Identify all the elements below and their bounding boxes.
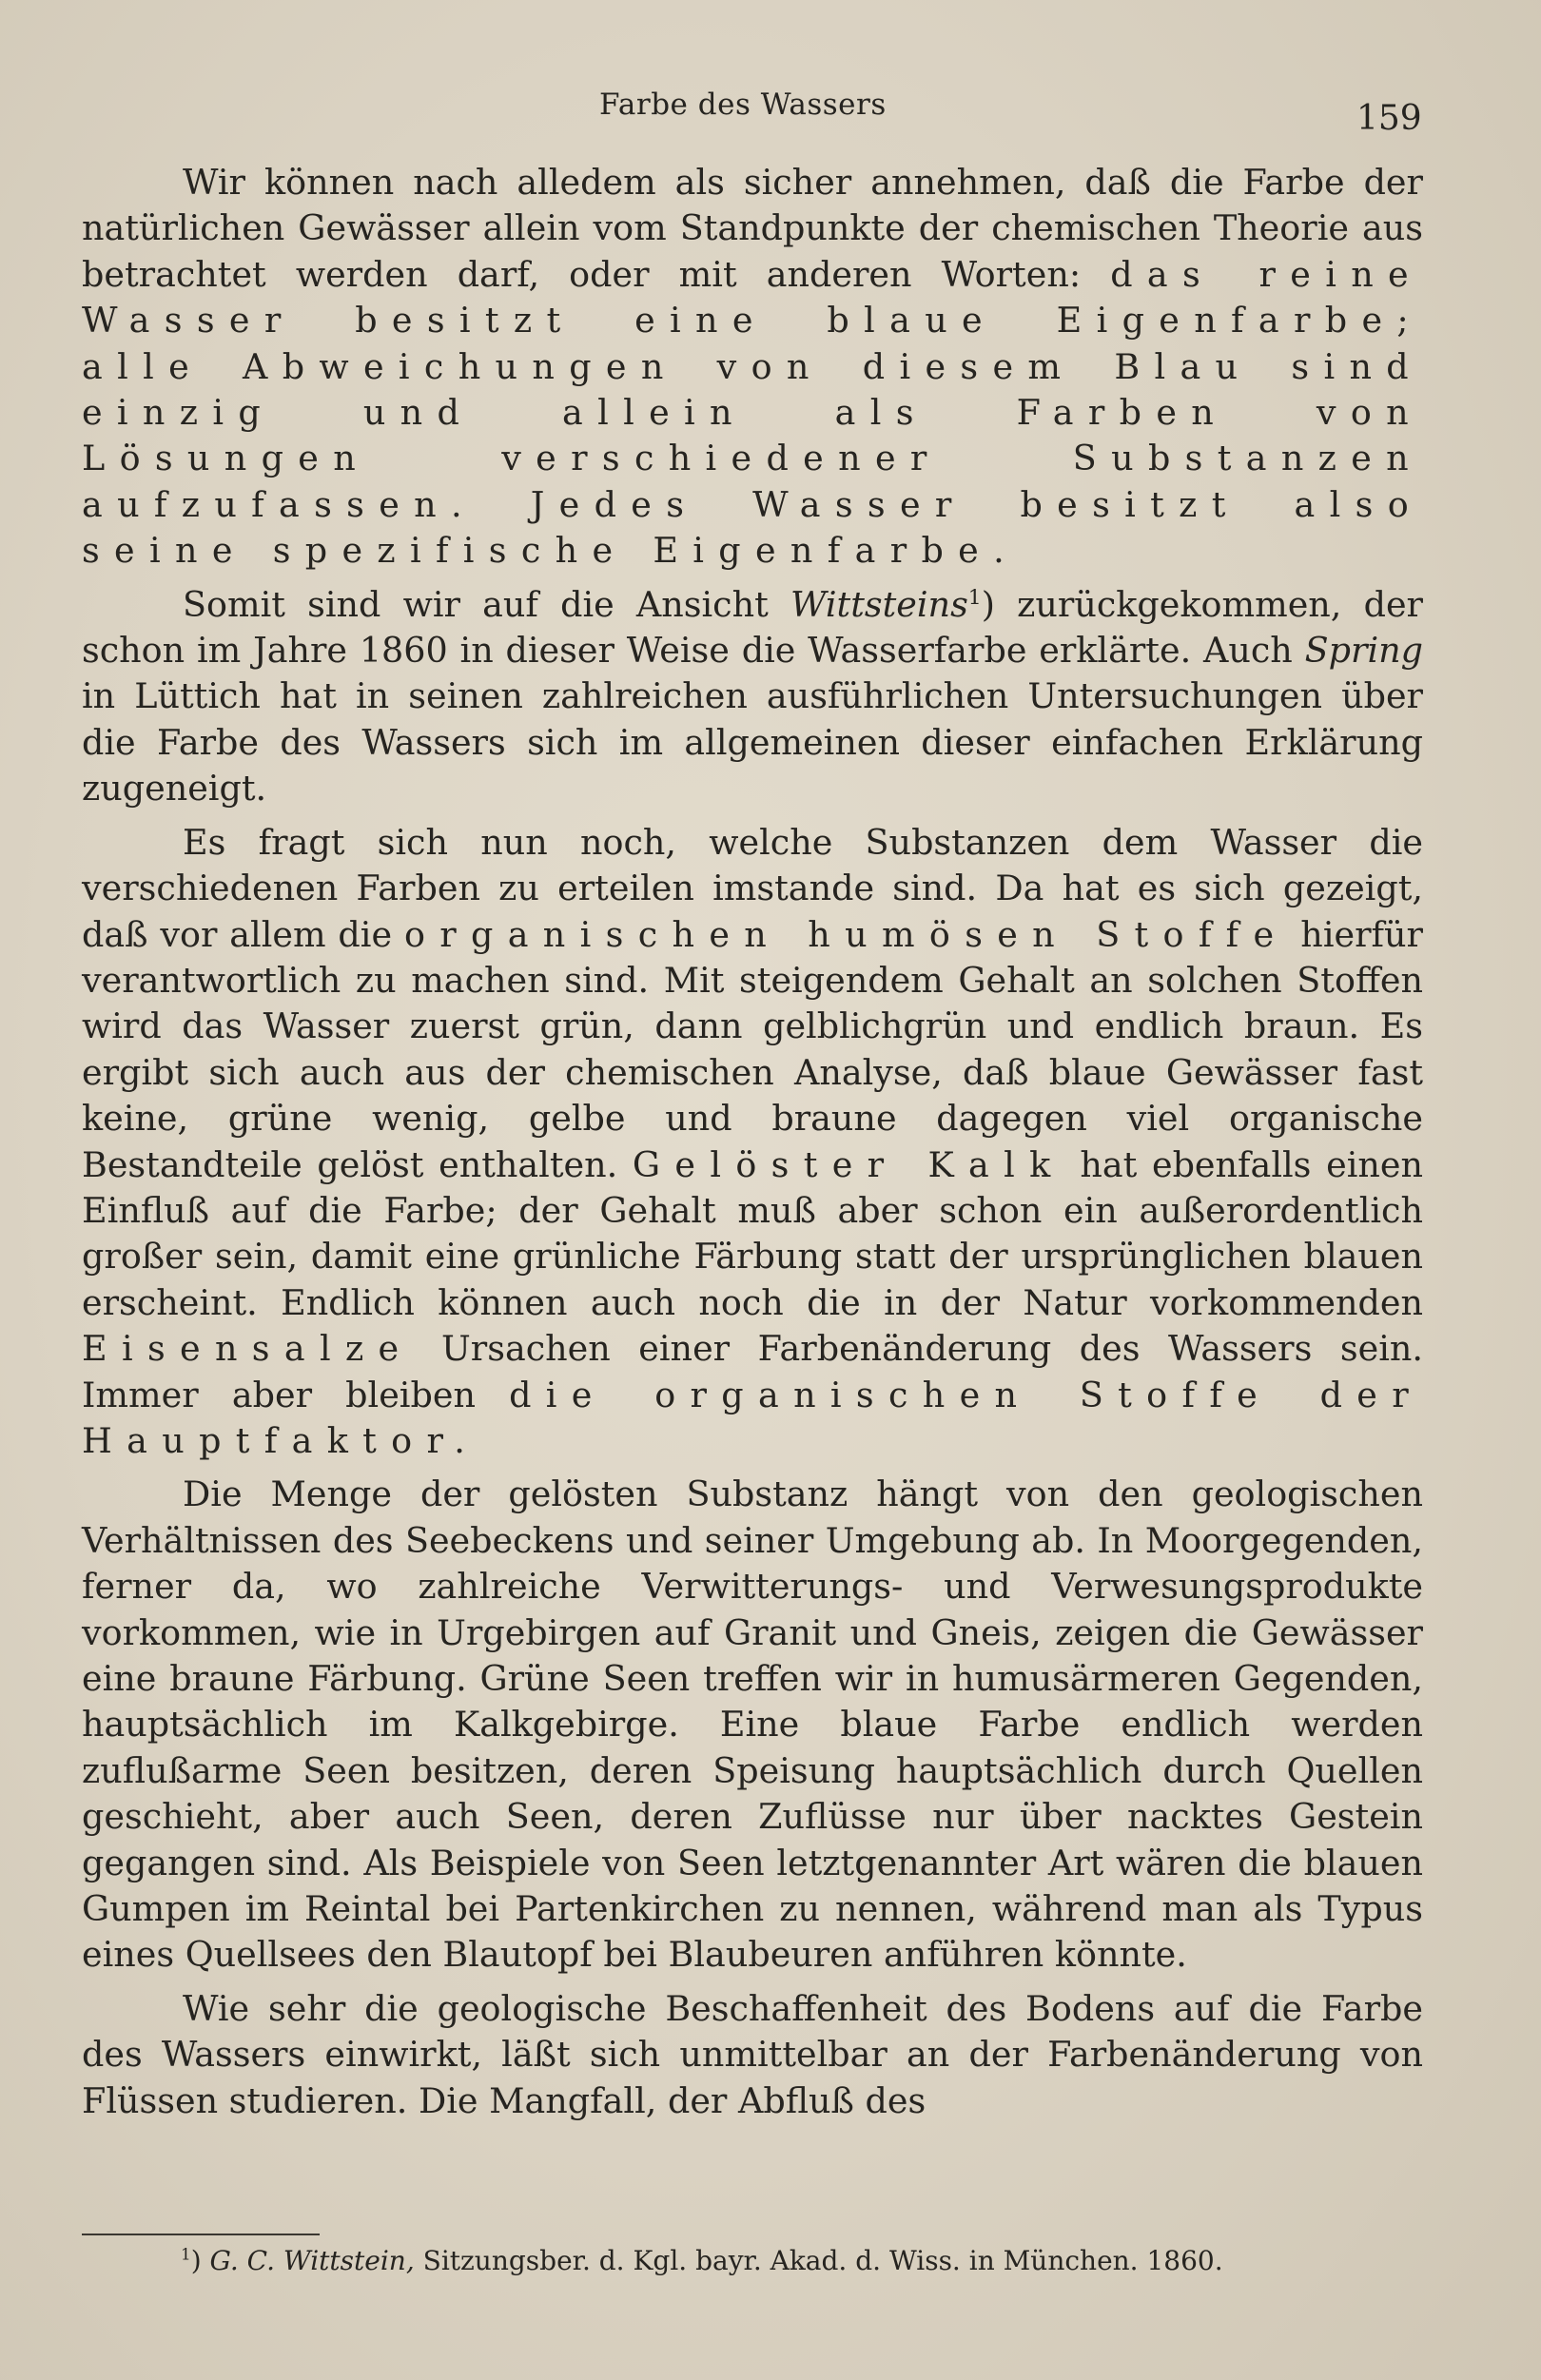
text-span: hierfür verantwortlich zu machen sind. Mit steigendem Gehalt an solchen Stoffen wird das Wasser zuerst grün, dann gelblichgrün und endlich braun. Es ergibt sich auch aus der chemischen Analyse, daß blaue Gewässer fast keine, grüne wenig, gelbe und braune dagegen viel organische Bestandteile gelöst enthalten. — [82, 913, 1424, 1185]
running-title: Farbe des Wassers — [599, 88, 887, 122]
emphasized-spaced-text: die organischen Stoffe der Hauptfaktor. — [82, 1374, 1423, 1461]
paragraph — [82, 1986, 1423, 2124]
text-span: Somit sind wir auf die Ansicht — [183, 583, 790, 625]
footnote-text: Sitzungsber. d. Kgl. bayr. Akad. d. Wiss. in München. 1860. — [414, 2245, 1223, 2276]
paragraph — [82, 582, 1423, 812]
text-span: Die Menge der gelösten Substanz hängt von den geologischen Verhältnissen des Seebeckens und seiner Umgebung ab. In Moorgegenden, ferner da, wo zahlreiche Verwitterungs- und Verwesungsprodukte vorkommen, wie in Urgebirgen auf Granit und Gneis, zeigen die Gewässer eine braune Färbung. Grüne Seen treffen wir in humusärmeren Gegenden, hauptsächlich im Kalkgebirge. Eine blaue Farbe endlich werden zuflußarme Seen besitzen, deren Speisung hauptsächlich durch Quellen geschieht, aber auch Seen, deren Zuflüsse nur über nacktes Gestein gegangen sind. Als Beispiele von Seen letztgenannter Art wären die blauen Gumpen im Reintal bei Partenkirchen zu nennen, während man als Typus eines Quellsees den Blautopf bei Blaubeuren anführen könnte. — [82, 1473, 1423, 1976]
emphasized-spaced-text: Eisensalze — [82, 1328, 414, 1370]
emphasized-spaced-text: das reine Wasser besitzt eine blaue Eigenfarbe; alle Abweichungen von diesem Blau sind einzig und allein als Farben von Lösungen verschiedener Substanzen aufzufassen. Jedes Wasser besitzt also seine spezifische Eigenfarbe. — [82, 253, 1423, 572]
footnote: $^1$) G. C. Wittstein, Sitzungsber. d. Kgl. bayr. Akad. d. Wiss. in München. 1860. — [181, 2244, 1223, 2276]
italic-name: Spring — [1304, 630, 1423, 672]
text-span: ) zurückgekommen, der schon im Jahre 1860 in dieser Weise die Wasserfarbe erklärte. Auch — [82, 583, 1423, 672]
footnote-rule — [82, 2234, 320, 2235]
text-span: Wie sehr die geologische Beschaffenheit des Bodens auf die Farbe des Wassers einwirkt, läßt sich unmittelbar an der Farbenänderung von Flüssen studieren. Die Mangfall, der Abfluß des — [82, 1987, 1423, 2121]
footnote-author: G. C. Wittstein, — [209, 2245, 415, 2276]
footnote-reference: 1 — [967, 585, 982, 610]
text-span: Ursachen einer Farbenänderung des Wassers sein. Immer aber bleiben — [82, 1328, 1423, 1415]
emphasized-spaced-text: organischen humösen Stoffe — [403, 913, 1289, 955]
paragraph — [82, 820, 1423, 1465]
text-span: hat ebenfalls einen Einfluß auf die Farbe; der Gehalt muß aber schon ein außerordentlich großer sein, damit eine grünliche Färbung statt der ursprünglichen blauen erscheint. Endlich können auch noch die in der Natur vorkommenden — [82, 1143, 1423, 1323]
paragraph — [82, 1472, 1423, 1978]
text-span: Wir können nach alledem als sicher annehmen, daß die Farbe der natürlichen Gewässer allein vom Standpunkte der chemischen Theorie aus betrachtet werden darf, oder mit anderen Worten: — [82, 162, 1423, 295]
body-text — [82, 160, 1423, 2132]
footnote-marker: 1 — [181, 2244, 191, 2264]
paragraph — [82, 160, 1423, 575]
text-span: Es fragt sich nun noch, welche Substanzen dem Wasser die verschiedenen Farben zu erteilen imstande sind. Da hat es sich gezeigt, daß vor allem die — [82, 821, 1423, 955]
text-span: in Lüttich hat in seinen zahlreichen ausführlichen Untersuchungen über die Farbe des Wassers sich im allgemeinen dieser einfachen Erklärung zugeneigt. — [82, 675, 1423, 810]
italic-name: Wittsteins — [790, 583, 968, 625]
emphasized-spaced-text: Gelöster Kalk — [632, 1143, 1065, 1185]
page-number: 159 — [1356, 99, 1422, 138]
